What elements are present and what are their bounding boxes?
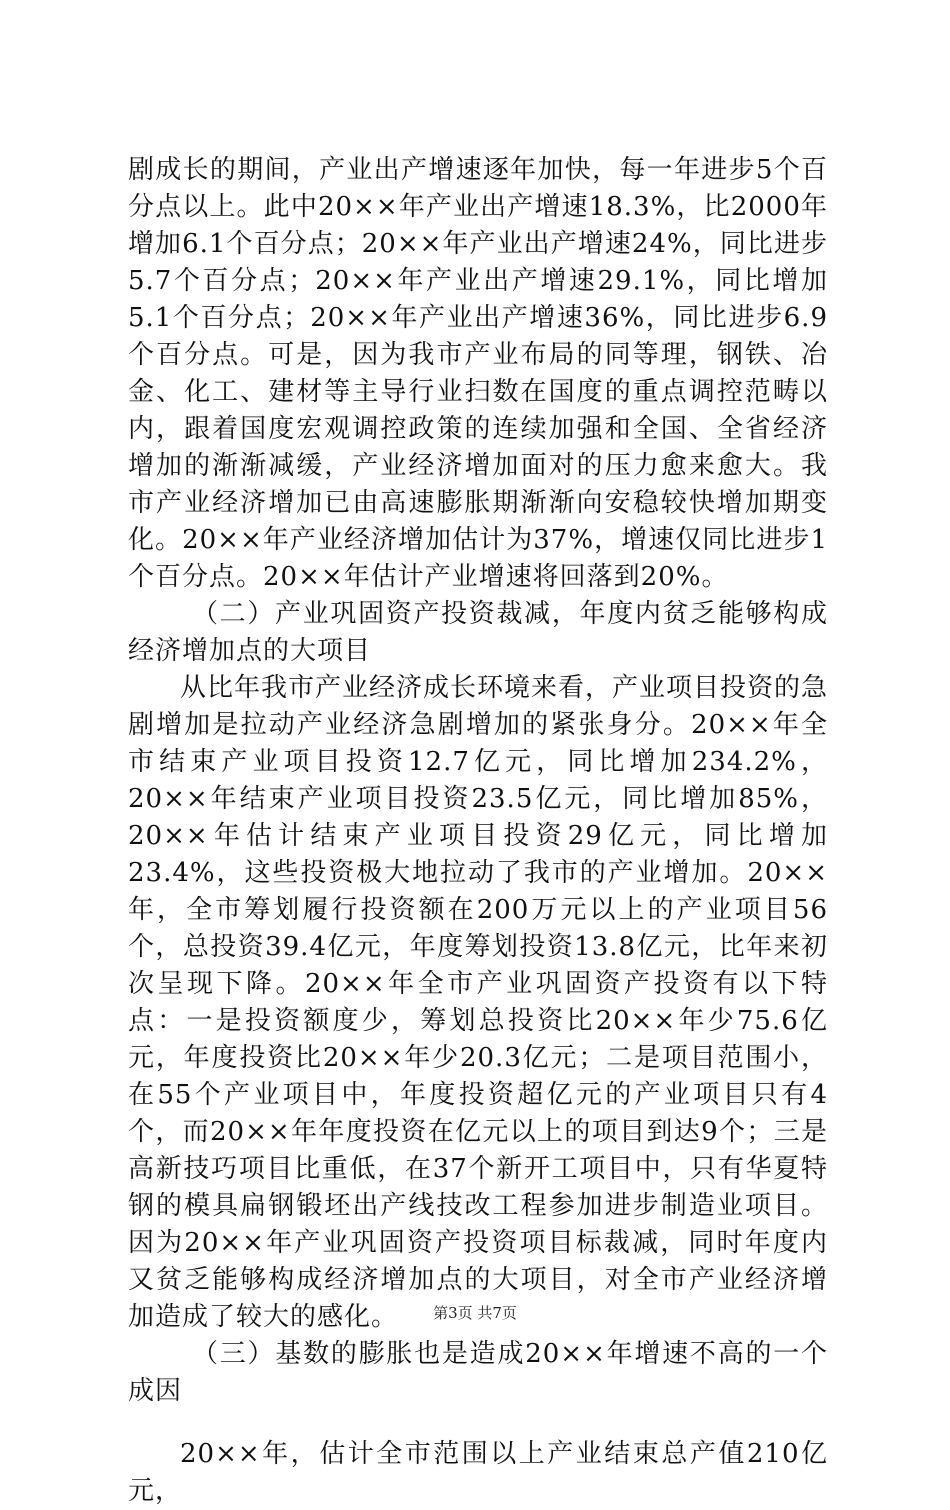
- paragraph-investment: 从比年我市产业经济成长环境来看，产业项目投资的急剧增加是拉动产业经济急剧增加的紧张身分。20××年全市结束产业项目投资12.7亿元，同比增加234.2%，20××年结束产业项目投资23.5亿元，同比增加85%，20××年估计结束产业项目投资29亿元，同比增加23.4%，这些投资极大地拉动了我市的产业增加。20××年，全市筹划履行投资额在200万元以上的产业项目56个，总投资39.4亿元，年度筹划投资13.8亿元，比年来初次呈现下降。20××年全市产业巩固资产投资有以下特点：一是投资额度少，筹划总投资比20××年少75.6亿元，年度投资比20××年少20.3亿元；二是项目范围小，在55个产业项目中，年度投资超亿元的产业项目只有4个，而20××年年度投资在亿元以上的项目到达9个；三是高新技巧项目比重低，在37个新开工项目中，只有华夏特钢的模具扁钢锻坯出产线技改工程参加进步制造业项目。因为20××年产业巩固资产投资项目标裁减，同时年度内又贫乏能够构成经济增加点的大项目，对全市产业经济增加造成了较大的感化。: [128, 673, 829, 1332]
- paragraph-output-value: 20××年，估计全市范围以上产业结束总产值210亿元，: [128, 1439, 828, 1506]
- page-footer: 第3页 共7页: [433, 1304, 517, 1322]
- section-heading-investment: （二）产业巩固资产投资裁减，年度内贫乏能够构成经济增加点的大项目: [128, 599, 828, 666]
- paragraph-growth-continuation: 剧成长的期间，产业出产增速逐年加快，每一年进步5个百分点以上。此中20××年产业出产增速18.3%，比2000年增加6.1个百分点；20××年产业出产增速24%，同比进步5.7个百分点；20××年产业出产增速29.1%，同比增加5.1个百分点；20××年产业出产增速36%，同比进步6.9个百分点。可是，因为我市产业布局的同等理，钢铁、冶金、化工、建材等主导行业扫数在国度的重点调控范畴以内，跟着国度宏观调控政策的连续加强和全国、全省经济增加的渐渐减缓，产业经济增加面对的压力愈来愈大。我市产业经济增加已由高速膨胀期渐渐向安稳较快增加期变化。20××年产业经济增加估计为37%，增速仅同比进步1个百分点。20××年估计产业增速将回落到20%。: [128, 155, 828, 592]
- section-heading-base-effect: （三）基数的膨胀也是造成20××年增速不高的一个成因: [128, 1339, 828, 1406]
